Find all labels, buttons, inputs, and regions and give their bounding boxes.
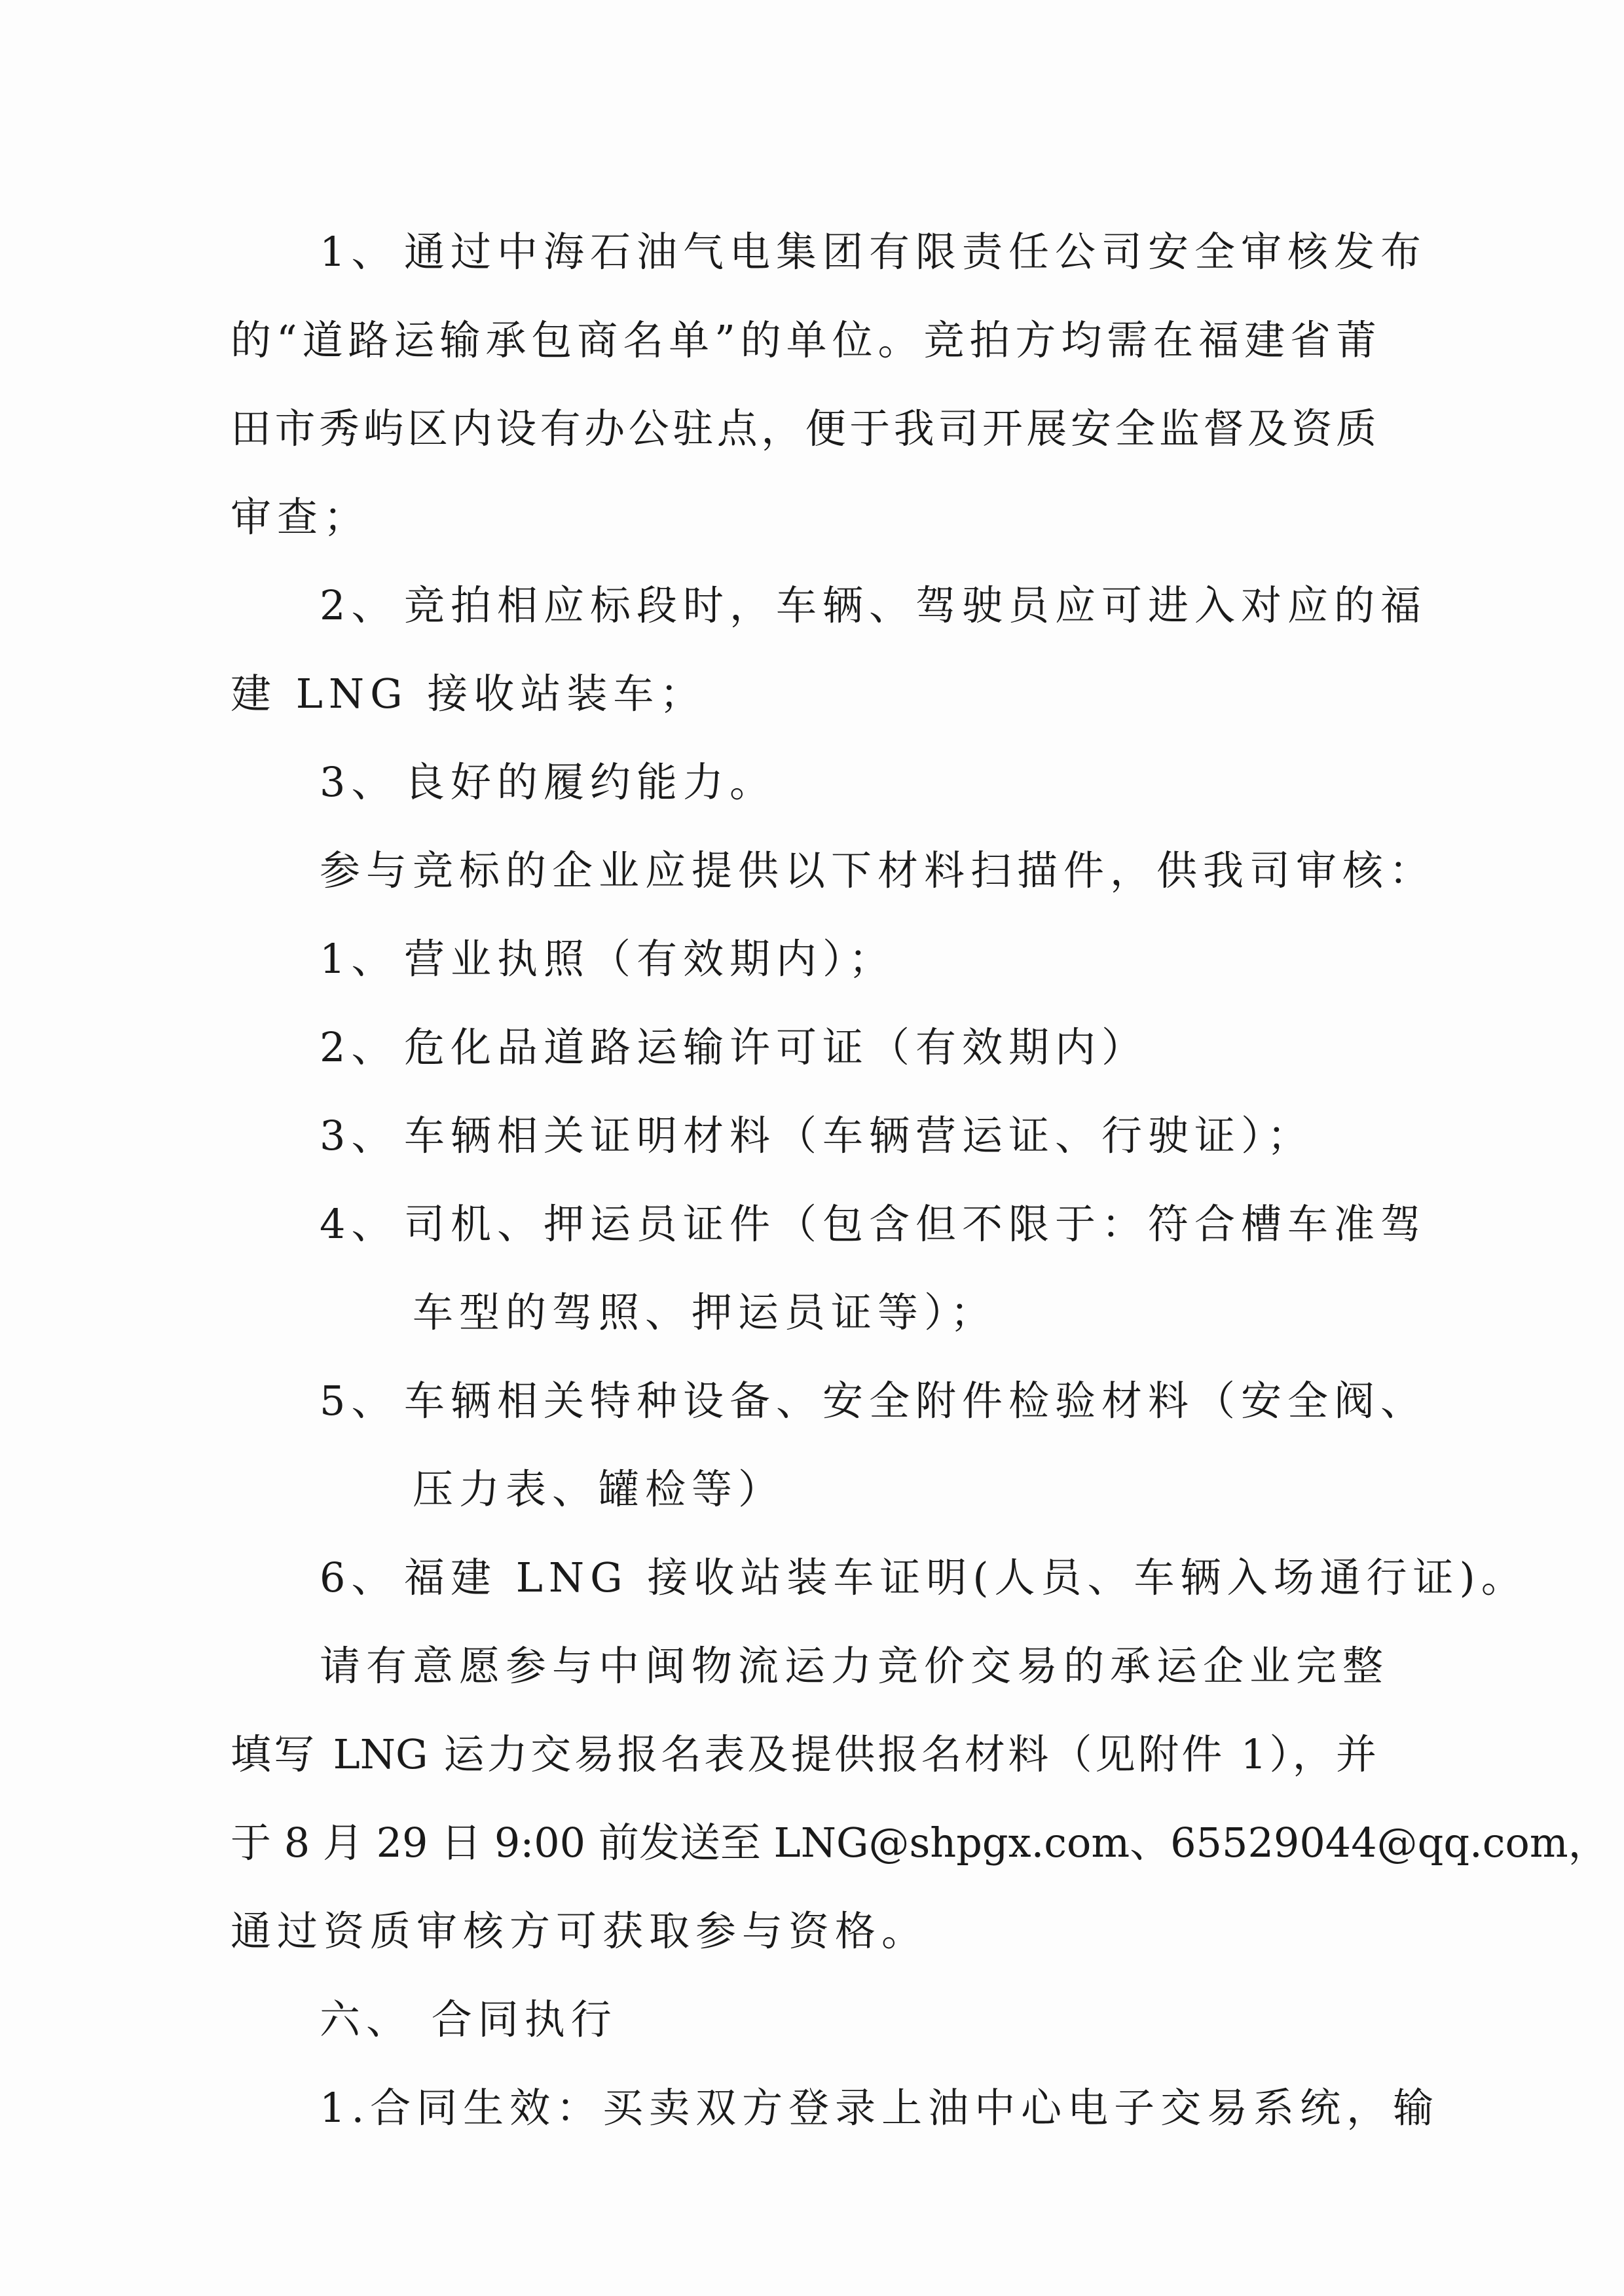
requirement-3-number: 3、 (320, 758, 398, 806)
material-2-number: 2、 (320, 1023, 398, 1071)
materials-intro: 参与竞标的企业应提供以下材料扫描件，供我司审核： (320, 847, 1436, 894)
contract-effective-line: 1.合同生效：买卖双方登录上油中心电子交易系统，输 (320, 2084, 1440, 2132)
requirement-3-line-1: 良好的履约能力。 (404, 758, 777, 806)
requirement-1-line-2: 的“道路运输承包商名单”的单位。竞拍方均需在福建省莆 (231, 316, 1376, 364)
material-5-number: 5、 (320, 1377, 398, 1425)
material-6-number: 6、 (320, 1554, 398, 1601)
material-4-number: 4、 (320, 1200, 398, 1248)
material-4-line-2: 车型的驾照、押运员证等）； (413, 1288, 997, 1336)
material-6-line-1: 福建 LNG 接收站装车证明(人员、车辆入场通行证)。 (404, 1554, 1528, 1601)
requirement-1-number: 1、 (320, 228, 398, 276)
invitation-line-4: 通过资质审核方可获取参与资格。 (231, 1907, 929, 1955)
invitation-line-3: 于 8 月 29 日 9:00 前发送至 LNG@shpgx.com、65529044@qq.com， (231, 1819, 1609, 1867)
invitation-line-2: 填写 LNG 运力交易报名表及提供报名材料（见附件 1），并 (231, 1730, 1376, 1778)
material-1-number: 1、 (320, 935, 398, 983)
material-4-line-1: 司机、押运员证件（包含但不限于：符合槽车准驾 (404, 1200, 1428, 1248)
requirement-1-line-3: 田市秀屿区内设有办公驻点，便于我司开展安全监督及资质 (231, 405, 1376, 452)
material-5-line-1: 车辆相关特种设备、安全附件检验材料（安全阀、 (404, 1377, 1428, 1425)
requirement-2-line-2: 建 LNG 接收站装车； (231, 670, 707, 718)
requirement-1-line-1: 通过中海石油气电集团有限责任公司安全审核发布 (404, 228, 1428, 276)
requirement-1-line-4: 审查； (231, 493, 371, 541)
material-3-line-1: 车辆相关证明材料（车辆营运证、行驶证）； (404, 1112, 1314, 1159)
material-2-line-1: 危化品道路运输许可证（有效期内） (404, 1023, 1149, 1071)
material-5-line-2: 压力表、罐检等） (413, 1465, 785, 1513)
requirement-2-line-1: 竞拍相应标段时，车辆、驾驶员应可进入对应的福 (404, 581, 1428, 629)
material-1-line-1: 营业执照（有效期内）； (404, 935, 896, 983)
invitation-line-1: 请有意愿参与中闽物流运力竞价交易的承运企业完整 (320, 1642, 1390, 1690)
requirement-2-number: 2、 (320, 581, 398, 629)
section-heading: 六、 合同执行 (320, 1995, 618, 2043)
material-3-number: 3、 (320, 1112, 398, 1159)
